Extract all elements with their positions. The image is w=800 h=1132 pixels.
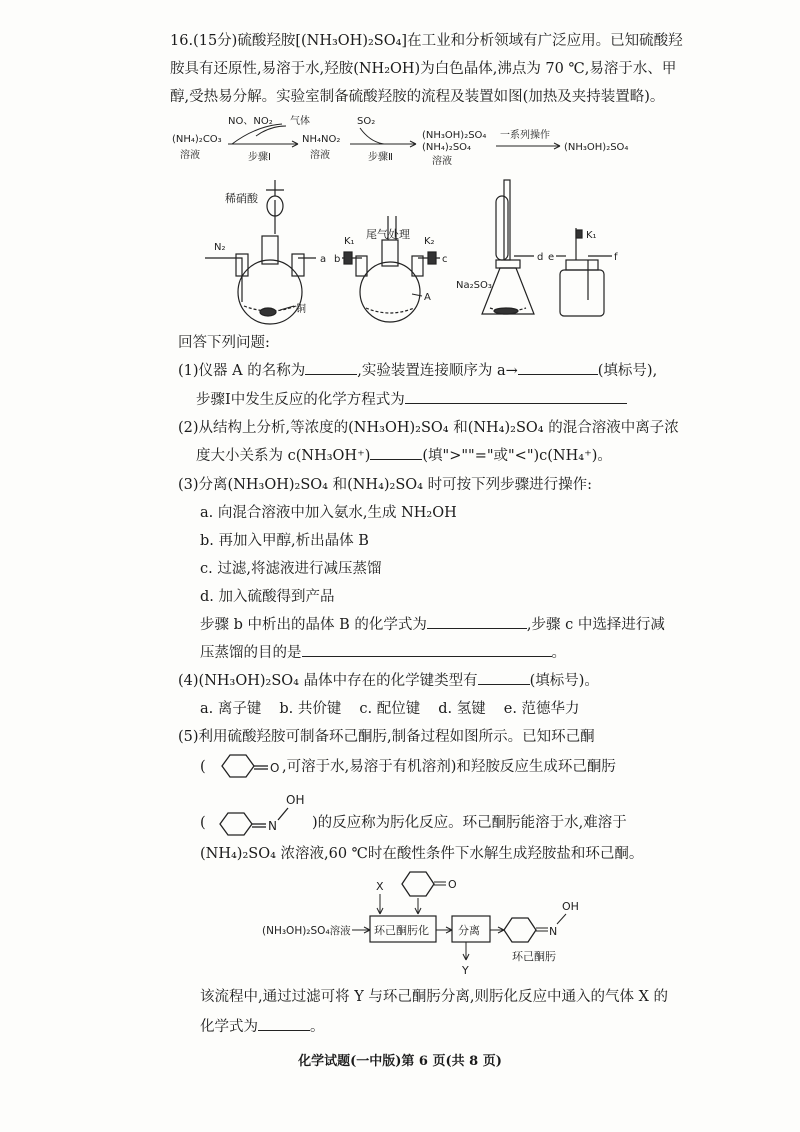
q1-line-2: 步骤Ⅰ中发生反应的化学方程式为 <box>196 393 627 408</box>
k1b-label: K₁ <box>586 230 597 241</box>
apparatus-diagram <box>0 176 800 326</box>
q2-line-2: 度大小关系为 c(NH₃OH⁺) (填">""="或"<")c(NH₄⁺)。 <box>196 448 612 464</box>
q4-blank-bonds[interactable] <box>478 684 530 685</box>
port-b-label: b <box>334 254 341 265</box>
flow-step-1: 步骤Ⅰ <box>248 152 271 163</box>
q4-option-a: a. 离子键 <box>200 701 262 717</box>
flow2-start: (NH₃OH)₂SO₄溶液 <box>262 925 351 937</box>
port-a-label: a <box>320 254 327 265</box>
q1-blank-order[interactable] <box>518 374 598 375</box>
q2-blank-compare[interactable] <box>370 459 422 460</box>
svg-text:环己酮肟化: 环己酮肟化 <box>374 924 429 937</box>
flow-mix-1: (NH₃OH)₂SO₄ <box>422 130 487 141</box>
q4-options <box>200 702 580 717</box>
q3-line-2: 步骤 b 中析出的晶体 B 的化学式为 ,步骤 c 中选择进行减 <box>200 617 665 633</box>
flow2-y: Y <box>462 964 469 977</box>
q5-line-1: (5)利用硫酸羟胺可制备环己酮肟,制备过程如图所示。已知环己酮 <box>178 729 595 745</box>
intro-line-1: 16.(15分)硫酸羟胺[(NH₃OH)₂SO₄]在工业和分析领域有广泛应用。已知硫酸羟 <box>170 33 683 49</box>
flow2-ketone-ring <box>402 872 434 896</box>
k1-label: K₁ <box>344 236 355 247</box>
intro-line-2: 胺具有还原性,易溶于水,羟胺(NH₂OH)为白色晶体,沸点为 70 ℃,易溶于水、甲 <box>170 61 677 77</box>
q3-step-d: d. 加入硫酸得到产品 <box>200 589 335 605</box>
flow2-oxime-oh: OH <box>562 900 579 913</box>
copper-label: 铜 <box>296 304 306 315</box>
oximation-flowchart <box>0 868 800 983</box>
q4-option-e: e. 范德华力 <box>503 701 580 717</box>
q5-line-5: 该流程中,通过过滤可将 Y 与环己酮肟分离,则肟化反应中通入的气体 X 的 <box>200 989 669 1005</box>
flow-gas-out: 气体 <box>290 116 310 127</box>
flow-ops: 一系列操作 <box>500 130 550 141</box>
port-f-label: f <box>614 252 618 263</box>
exhaust-label: 尾气处理 <box>366 228 410 241</box>
flow2-ketone-o: O <box>448 878 457 891</box>
q4-option-b: b. 共价键 <box>279 701 342 717</box>
flow2-x: X <box>376 880 384 893</box>
port-c-label: c <box>442 254 448 265</box>
q3-line-1: (3)分离(NH₃OH)₂SO₄ 和(NH₄)₂SO₄ 时可按下列步骤进行操作: <box>178 477 592 493</box>
q5-line-3-open: ( <box>200 815 206 831</box>
ketone-o-label: O <box>270 761 280 775</box>
q4-option-d: d. 氢键 <box>438 701 486 717</box>
q5-line-3: )的反应称为肟化反应。环己酮肟能溶于水,难溶于 <box>312 815 627 831</box>
flow-reagent-2: SO₂ <box>357 116 376 127</box>
label-A: A <box>424 292 431 303</box>
synthesis-flowchart <box>0 112 800 182</box>
flow-mix-2: (NH₄)₂SO₄ <box>422 142 472 153</box>
q1-blank-instrument[interactable] <box>305 374 357 375</box>
q3-line-3: 压蒸馏的目的是 。 <box>200 645 566 661</box>
na2so3-label: Na₂SO₃ <box>456 280 492 291</box>
q1-line-1: (1)仪器 A 的名称为 ,实验装置连接顺序为 a→ (填标号), <box>178 363 658 379</box>
flow-start-bottom: 溶液 <box>180 150 200 161</box>
q1-blank-equation[interactable] <box>405 403 627 404</box>
apparatus-4-bottle <box>556 228 612 316</box>
q3-step-b: b. 再加入甲醇,析出晶体 B <box>200 533 369 549</box>
port-e-label: e <box>548 252 555 263</box>
q3-blank-crystal[interactable] <box>427 628 527 629</box>
q3-step-c: c. 过滤,将滤液进行减压蒸馏 <box>200 561 382 577</box>
q5-line-2: ,可溶于水,易溶于有机溶剂)和羟胺反应生成环己酮肟 <box>282 759 616 775</box>
q5-blank-gas-x[interactable] <box>258 1030 310 1031</box>
page-footer: 化学试题(一中版)第 6 页(共 8 页) <box>298 1054 502 1069</box>
flow-step-2: 步骤Ⅱ <box>368 152 393 163</box>
q5-line-2-open: ( <box>200 759 206 775</box>
k2-label: K₂ <box>424 236 435 247</box>
oxime-n-label: N <box>268 819 277 833</box>
flow2-oxime-n: N <box>549 925 558 938</box>
apparatus-3-erlenmeyer <box>482 180 534 314</box>
flow-mix-3: 溶液 <box>432 156 452 167</box>
q5-line-4: (NH₄)₂SO₄ 浓溶液,60 ℃时在酸性条件下水解生成羟胺盐和环己酮。 <box>200 846 644 862</box>
q3-step-a: a. 向混合溶液中加入氨水,生成 NH₂OH <box>200 505 457 521</box>
flow2-oxime-ring <box>504 918 536 942</box>
q2-line-1: (2)从结构上分析,等浓度的(NH₃OH)₂SO₄ 和(NH₄)₂SO₄ 的混合溶液中离子浓 <box>178 420 679 436</box>
answer-prompt: 回答下列问题: <box>178 335 270 351</box>
q5-line-6: 化学式为 。 <box>200 1019 325 1035</box>
dilute-nitric-label: 稀硝酸 <box>225 192 258 205</box>
q4-line-1: (4)(NH₃OH)₂SO₄ 晶体中存在的化学键类型有 (填标号)。 <box>178 673 599 689</box>
flow-mid-top: NH₄NO₂ <box>302 134 341 145</box>
cyclohexanone-structure <box>212 751 282 781</box>
flow-mid-bottom: 溶液 <box>310 150 330 161</box>
port-d-label: d <box>537 252 544 263</box>
intro-line-3: 醇,受热易分解。实验室制备硫酸羟胺的流程及装置如图(加热及夹持装置略)。 <box>170 89 665 105</box>
q3-blank-purpose[interactable] <box>302 656 552 657</box>
svg-text:分离: 分离 <box>458 924 480 937</box>
flow2-oxime-name: 环己酮肟 <box>512 950 556 963</box>
q4-option-c: c. 配位键 <box>359 701 421 717</box>
flow-reagent-1: NO、NO₂ <box>228 116 273 127</box>
flow-start-top: (NH₄)₂CO₃ <box>172 134 222 145</box>
flow-product: (NH₃OH)₂SO₄ <box>564 142 629 153</box>
oxime-oh-label: OH <box>286 793 305 807</box>
n2-label: N₂ <box>214 242 226 253</box>
cyclohexanone-oxime-structure <box>212 790 312 840</box>
